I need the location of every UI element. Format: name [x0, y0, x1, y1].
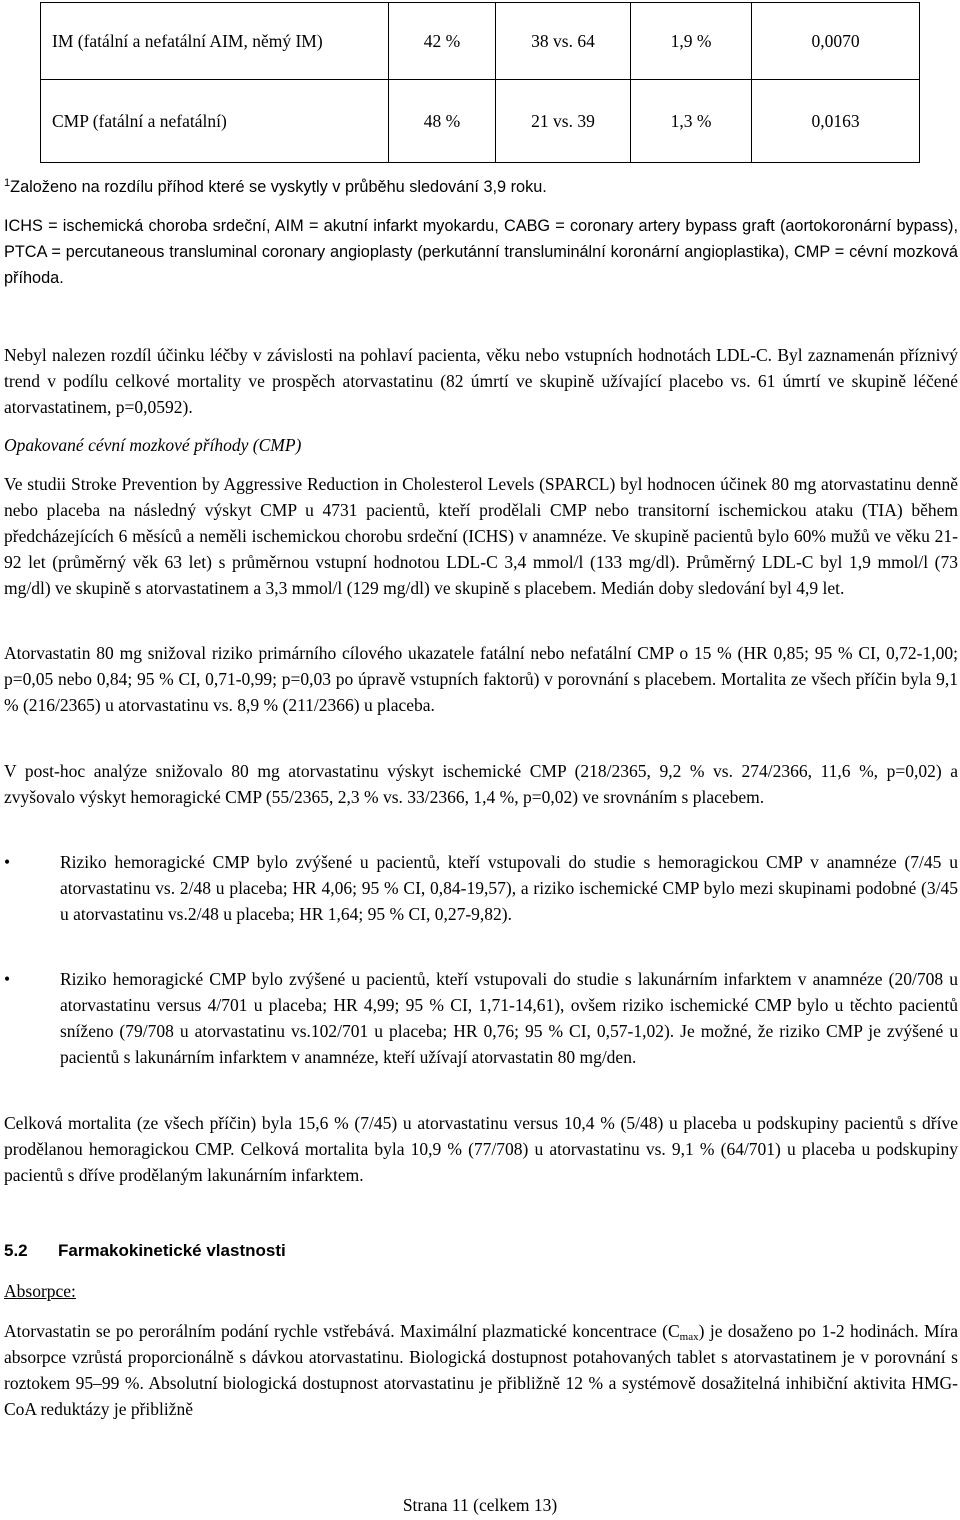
paragraph-posthoc: V post-hoc analýze snižovalo 80 mg atorvastatinu výskyt ischemické CMP (218/2365, 9,2 % vs. 274/2366, 11,6 %, p=0,02) a zvyšovalo výskyt hemoragické CMP (55/2365, 2,3 % vs. 33/2366, 1,4 %, p=0,02) ve srovnáním s placebem.	[4, 761, 958, 807]
table-row	[41, 3, 920, 80]
paragraph-atorvastatin-80: Atorvastatin 80 mg snižoval riziko primárního cílového ukazatele fatální nebo nefatální CMP o 15 % (HR 0,85; 95 % CI, 0,72-1,00; p=0,05 nebo 0,84; 95 % CI, 0,71-0,99; p=0,03 po úpravě vstupních faktorů) v porovnání s placebem. Mortalita ze všech příčin byla 9,1 % (216/2365) u atorvastatinu vs. 8,9 % (211/2366) u placeba.	[4, 643, 958, 715]
section-number: 5.2	[4, 1241, 28, 1260]
table-cell-p-value: 0,0070	[752, 3, 920, 80]
table-cell-events: 21 vs. 39	[496, 80, 631, 163]
paragraph-no-difference: Nebyl nalezen rozdíl účinku léčby v závislosti na pohlaví pacienta, věku nebo vstupních hodnotách LDL-C. Byl zaznamenán příznivý trend v podílu celkové mortality ve prospěch atorvastatinu (82 úmrtí ve skupině užívající placebo vs. 61 úmrtí ve skupině léčené atorvastatinem, p=0,0592).	[4, 345, 958, 417]
section-heading	[4, 1238, 286, 1264]
subheading-absorption: Absorpce:	[4, 1281, 76, 1301]
paragraph-sparcl: Ve studii Stroke Prevention by Aggressive Reduction in Cholesterol Levels (SPARCL) byl hodnocen účinek 80 mg atorvastatinu denně nebo placeba na následný výskyt CMP u 4731 pacientů, kteří prodělali CMP nebo transitorní ischemickou ataku (TIA) během předcházejících 6 měsíců a neměli ischemickou chorobu srdeční (ICHS) v anamnéze. Ve skupině pacientů bylo 60% mužů ve věku 21-92 let (průměrný věk 63 let) s průměrnou vstupní hodnotou LDL-C 3,4 mmol/l (133 mg/dl). Průměrný LDL-C byl 1,9 mmol/l (73 mg/dl) ve skupině s atorvastatinem a 3,3 mmol/l (129 mg/dl) ve skupině s placebem. Medián doby sledování byl 4,9 let.	[4, 474, 958, 598]
table-cell-p-value: 0,0163	[752, 80, 920, 163]
results-table	[40, 2, 920, 163]
footnote-marker: 1	[4, 177, 11, 189]
footnote-text: Založeno na rozdílu příhod které se vyskytly v průběhu sledování 3,9 roku.	[10, 178, 547, 196]
table-row	[41, 80, 920, 163]
section-title: Farmakokinetické vlastnosti	[58, 1241, 286, 1260]
page-footer: Strana 11 (celkem 13)	[402, 1495, 558, 1515]
abbreviations-paragraph: ICHS = ischemická choroba srdeční, AIM = akutní infarkt myokardu, CABG = coronary artery bypass graft (aortokoronární bypass), PTCA = percutaneous transluminal coronary angioplasty (perkutánní transluminální koronární angioplastika), CMP = cévní mozková příhoda.	[4, 217, 958, 287]
table-cell-endpoint: IM (fatální a nefatální AIM, němý IM)	[41, 3, 389, 80]
table-cell-endpoint: CMP (fatální a nefatální)	[41, 80, 389, 163]
bullet-glyph: •	[4, 969, 11, 989]
list-item-text: Riziko hemoragické CMP bylo zvýšené u pacientů, kteří vstupovali do studie s hemoragickou CMP v anamnéze (7/45 u atorvastatinu vs. 2/48 u placeba; HR 4,06; 95 % CI, 0,84-19,57), a riziko ischemické CMP bylo mezi skupinami podobné (3/45 u atorvastatinu vs.2/48 u placeba; HR 1,64; 95 % CI, 0,27-9,82).	[60, 852, 958, 924]
absorption-text-end: ) je dosaženo po 1-2 hodinách. Míra absorpce vzrůstá proporcionálně s dávkou atorvastatinu. Biologická dostupnost potahovaných tablet s atorvastatinem je v porovnání s roztokem 95–99 %. Absolutní biologická dostupnost atorvastatinu je přibližně 12 % a systémově dosažitelná inhibiční aktivita HMG-CoA reduktázy je přibližně	[4, 1321, 959, 1419]
table-footnote	[4, 174, 958, 200]
subheading-cmp: Opakované cévní mozkové příhody (CMP)	[4, 435, 302, 455]
bullet-glyph: •	[4, 852, 11, 872]
absorption-text-start: Atorvastatin se po perorálním podání rychle vstřebává. Maximální plazmatické koncentrace (C	[4, 1321, 680, 1341]
list-item-text: Riziko hemoragické CMP bylo zvýšené u pacientů, kteří vstupovali do studie s lakunárním infarktem v anamnéze (20/708 u atorvastatinu versus 4/701 u placeba; HR 4,99; 95 % CI, 1,71-14,61), ovšem riziko ischemické CMP bylo u těchto pacientů sníženo (79/708 u atorvastatinu vs.102/701 u placeba; HR 0,76; 95 % CI, 0,57-1,02). Je možné, že riziko CMP je zvýšené u pacientů s lakunárním infarktem v anamnéze, kteří užívají atorvastatin 80 mg/den.	[60, 969, 958, 1067]
table-cell-events: 38 vs. 64	[496, 3, 631, 80]
table-cell-absolute-reduction: 1,9 %	[631, 3, 752, 80]
paragraph-mortality: Celková mortalita (ze všech příčin) byla 15,6 % (7/45) u atorvastatinu versus 10,4 % (5/48) u placeba u podskupiny pacientů s dříve prodělanou hemoragickou CMP. Celková mortalita byla 10,9 % (77/708) u atorvastatinu vs. 9,1 % (64/701) u placeba u podskupiny pacientů s dříve prodělaným lakunárním infarktem.	[4, 1113, 958, 1185]
table-cell-absolute-reduction: 1,3 %	[631, 80, 752, 163]
cmax-subscript: max	[679, 1331, 699, 1343]
paragraph-absorption	[4, 1318, 958, 1422]
table-cell-risk-reduction: 42 %	[389, 3, 496, 80]
table-cell-risk-reduction: 48 %	[389, 80, 496, 163]
